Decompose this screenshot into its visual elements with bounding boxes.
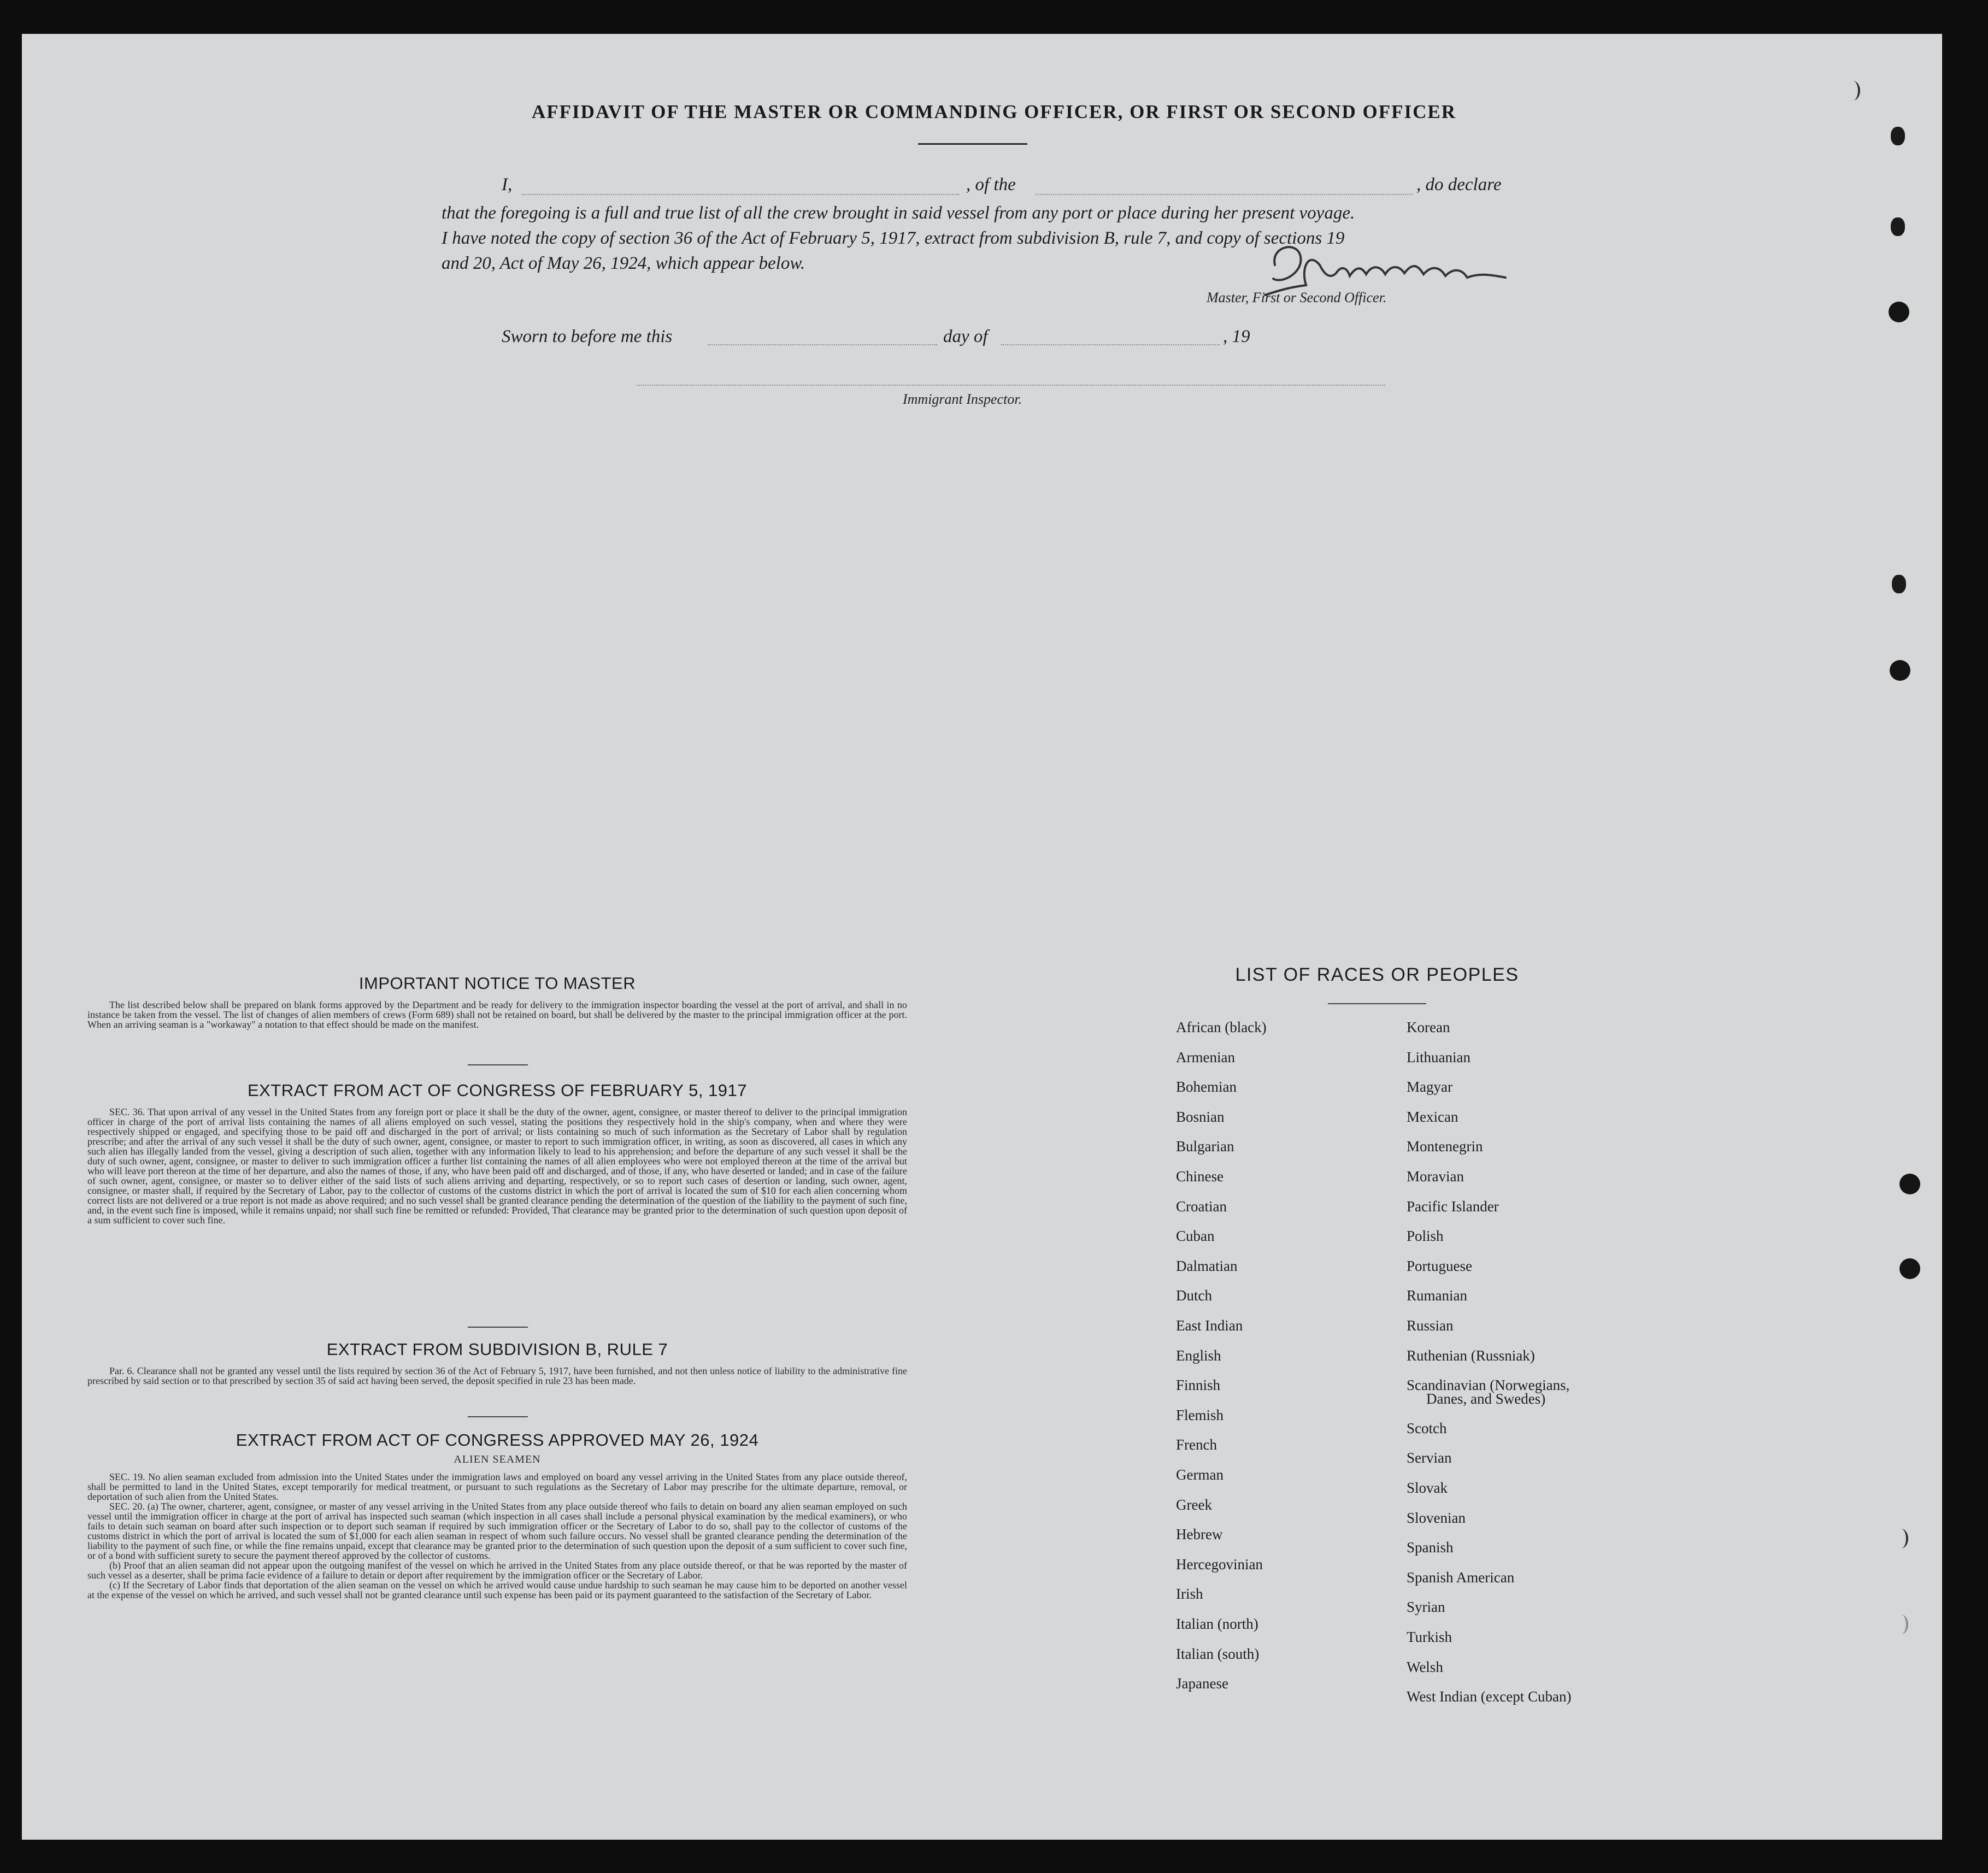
race-item: Italian (south) — [1176, 1645, 1260, 1662]
punch-hole — [1891, 127, 1905, 145]
day-of-label: day of — [943, 327, 988, 346]
race-item: African (black) — [1176, 1019, 1267, 1035]
punch-hole — [1894, 1529, 1908, 1548]
declaration-line-2: that the foregoing is a full and true list of all the crew brought in said vessel from any port or place during her present voyage. — [442, 203, 1355, 223]
race-item: Ruthenian (Russniak) — [1407, 1347, 1535, 1364]
extract-1924-heading: EXTRACT FROM ACT OF CONGRESS APPROVED MAY 26, 1924 — [236, 1430, 759, 1450]
year-label: , 19 — [1223, 327, 1250, 346]
affidavit-title: AFFIDAVIT OF THE MASTER OR COMMANDING OFFICER, OR FIRST OR SECOND OFFICER — [532, 101, 1456, 122]
race-item: Irish — [1176, 1586, 1203, 1603]
extract-rule7-heading: EXTRACT FROM SUBDIVISION B, RULE 7 — [326, 1340, 668, 1359]
inspector-caption: Immigrant Inspector. — [903, 391, 1022, 407]
race-item: Rumanian — [1407, 1287, 1467, 1304]
race-item: Bulgarian — [1176, 1138, 1234, 1155]
race-item: Finnish — [1176, 1377, 1221, 1394]
punch-hole — [1890, 660, 1910, 681]
race-item: Dutch — [1176, 1287, 1212, 1304]
race-item: Montenegrin — [1407, 1138, 1483, 1155]
section-divider — [468, 1327, 528, 1328]
race-item: West Indian (except Cuban) — [1407, 1688, 1572, 1705]
punch-hole — [1889, 302, 1909, 322]
sworn-label: Sworn to before me this — [502, 327, 673, 346]
section-20a-text: SEC. 20. (a) The owner, charterer, agent, consignee, or master of any vessel arriving in the United States from any place outside thereof who fails to detain on board any alien seaman employed on such vessel until the immigration officer in charge at the port of arrival has inspected such seaman (which inspection in all cases shall include a personal physical examination by the medical examiners), or who fails to detain such seaman on board after such inspection or to deport such seaman if required by such immigration officer or the Secretary of Labor to do so, shall pay to the collector of customs of the customs district in which the port of arrival is located the sum of $1,000 for each alien seaman in respect of whom such failure occurs. No vessel shall be granted clearance pending the determination of the liability to the payment of such fine, or while the fine remains unpaid, except that clearance may be granted prior to the determination of such question upon the deposit of a sum sufficient to cover such fine, or of a bond with sufficient surety to secure the payment thereof approved by the collector of customs. — [87, 1501, 907, 1561]
race-item: Hercegovinian — [1176, 1556, 1263, 1572]
race-item: Korean — [1407, 1019, 1450, 1035]
race-item: Slovak — [1407, 1480, 1448, 1496]
race-item: Polish — [1407, 1228, 1444, 1245]
punch-hole — [1892, 575, 1906, 593]
punch-hole — [1899, 1258, 1920, 1279]
inspector-signature-line — [637, 385, 1385, 386]
month-blank-line — [1001, 344, 1220, 345]
race-item: German — [1176, 1466, 1224, 1483]
race-item: English — [1176, 1347, 1221, 1364]
race-item: Turkish — [1407, 1629, 1452, 1645]
races-divider — [1328, 1003, 1426, 1004]
extract-rule7-body: Par. 6. Clearance shall not be granted any vessel until the lists required by section 36 of the Act of February 5, 1917, have been furnished, and not then unless notice of liability to the administrative fine prescribed by said section or to that prescribed by section 35 of said act having been served, the deposit specified in rule 23 has been made. — [87, 1365, 907, 1386]
race-item: Spanish American — [1407, 1569, 1515, 1586]
punch-hole — [1894, 1615, 1908, 1634]
race-item: Welsh — [1407, 1658, 1443, 1675]
races-heading: LIST OF RACES OR PEOPLES — [1235, 964, 1519, 985]
race-item: Syrian — [1407, 1599, 1445, 1616]
race-item: Flemish — [1176, 1406, 1224, 1423]
race-item: Moravian — [1407, 1168, 1464, 1185]
punch-hole — [1899, 1174, 1920, 1194]
race-item: Servian — [1407, 1450, 1452, 1466]
race-item: Russian — [1407, 1317, 1454, 1334]
important-notice-body: The list described below shall be prepared on blank forms approved by the Department and be ready for delivery to the immigration inspector boarding the vessel at the port of arrival, and shall in no instance be taken from the vessel. The list of changes of alien members of crews (Form 689) shall not be retained on board, but shall be delivered by the master to the principal immigration officer at the port. When an arriving seaman is a "workaway" a notation to that effect should be made on the manifest. — [87, 999, 907, 1030]
punch-hole — [1846, 81, 1860, 101]
race-item: Slovenian — [1407, 1509, 1466, 1526]
section-20b-text: (b) Proof that an alien seaman did not appear upon the outgoing manifest of the vessel on which he arrived in the United States from any place outside thereof, or that he was reported by the master of such vessel as a deserter, shall be prima facie evidence of a failure to detain or deport after requirement by the immigration officer or the Secretary of Labor. — [87, 1560, 907, 1581]
vessel-blank-line — [1036, 194, 1413, 195]
race-item: Bosnian — [1176, 1108, 1225, 1125]
race-item: Dalmatian — [1176, 1257, 1238, 1274]
race-item: Cuban — [1176, 1228, 1215, 1245]
race-item: Mexican — [1407, 1108, 1458, 1125]
extract-1924-body — [87, 1472, 907, 1600]
race-item: French — [1176, 1436, 1217, 1453]
race-item: Scandinavian (Norwegians, — [1407, 1377, 1570, 1394]
name-blank-line — [522, 194, 959, 195]
race-item: Spanish — [1407, 1539, 1454, 1556]
signature-caption: Master, First or Second Officer. — [1207, 290, 1387, 305]
race-item: Armenian — [1176, 1049, 1235, 1065]
race-item: Croatian — [1176, 1198, 1227, 1215]
race-item: Japanese — [1176, 1675, 1228, 1692]
race-item: Portuguese — [1407, 1257, 1472, 1274]
section-divider — [468, 1416, 528, 1417]
section-divider — [468, 1064, 528, 1065]
race-item: Pacific Islander — [1407, 1198, 1499, 1215]
do-declare-label: , do declare — [1416, 175, 1502, 195]
race-item: Hebrew — [1176, 1526, 1223, 1543]
sworn-date-blank-line — [708, 344, 937, 345]
race-item: Italian (north) — [1176, 1616, 1258, 1632]
important-notice-heading: IMPORTANT NOTICE TO MASTER — [358, 974, 636, 993]
race-item: East Indian — [1176, 1317, 1243, 1334]
extract-1917-body: SEC. 36. That upon arrival of any vessel in the United States from any foreign port or place it shall be the duty of the owner, agent, consignee, or master thereof to deliver to the principal immigration officer in charge of the port of arrival lists containing the names of all aliens employed on such vessel, stating the positions they respectively hold in the ship's company, when and where they were respectively shipped or engaged, and specifying those to be paid off and discharged in the port of arrival; or lists containing so much of such information as the Secretary of Labor shall by regulation prescribe; and after the arrival of any such vessel it shall be the duty of such owner, agent, consignee, or master to report to such immigration officer, in writing, as soon as discovered, all cases in which any such alien has illegally landed from the vessel, giving a description of such alien, together with any information likely to lead to his apprehension; and before the departure of any such vessel it shall be the duty of such owner, agent, consignee, or master to deliver to such immigration officer a further list containing the names of all alien employees who were not employed thereon at the time of the arrival but who will leave port thereon at the time of her departure, and also the names of those, if any, who have been paid off and discharged, and of those, if any, who have deserted or landed; and in case of the failure of such owner, agent, consignee, or master so to deliver either of the said lists of such aliens arriving and departing, respectively, or so to report such cases of desertion or landing, such owner, agent, consignee, or master shall, if required by the Secretary of Labor, pay to the collector of customs of the customs district in which the port of arrival is located the sum of $10 for each alien concerning whom correct lists are not delivered or a true report is not made as above required; and no such vessel shall be granted clearance pending the determination of the question of the liability to the payment of such fine, and, in the event such fine is imposed, while it remains unpaid; nor shall such fine be remitted or refunded: Provided, That clearance may be granted prior to the determination of such question upon deposit of a sum sufficient to cover such fine. — [87, 1106, 907, 1226]
section-20c-text: (c) If the Secretary of Labor finds that deportation of the alien seaman on the vessel on which he arrived would cause undue hardship to such seaman he may cause him to be deported on another vessel at the expense of the vessel on which he arrived, and such vessel shall not be granted clearance until such expense has been paid or its payment guaranteed to the satisfaction of the Secretary of Labor. — [87, 1580, 907, 1600]
declaration-i-label: I, — [502, 175, 513, 195]
race-item: Magyar — [1407, 1079, 1452, 1095]
of-the-label: , of the — [966, 175, 1016, 195]
punch-hole — [1891, 217, 1905, 236]
race-item: Lithuanian — [1407, 1049, 1471, 1065]
alien-seamen-subheading: ALIEN SEAMEN — [454, 1453, 541, 1465]
race-item: Chinese — [1176, 1168, 1224, 1185]
section-19-text: SEC. 19. No alien seaman excluded from admission into the United States under the immigration laws and employed on board any vessel arriving in the United States from any place outside thereof, shall be permitted to land in the United States, except temporarily for medical treatment, or pursuant to such regulations as the Secretary of Labor may prescribe for the ultimate departure, removal, or deportation of such alien from the United States. — [87, 1471, 907, 1502]
race-item: Greek — [1176, 1496, 1212, 1513]
declaration-line-4: and 20, Act of May 26, 1924, which appear below. — [442, 254, 805, 273]
race-item: Bohemian — [1176, 1079, 1237, 1095]
extract-1917-heading: EXTRACT FROM ACT OF CONGRESS OF FEBRUARY 5, 1917 — [247, 1081, 748, 1100]
declaration-line-3: I have noted the copy of section 36 of the Act of February 5, 1917, extract from subdivision B, rule 7, and copy of sections 19 — [442, 228, 1345, 248]
race-item: Scotch — [1407, 1420, 1447, 1436]
title-divider — [918, 143, 1027, 145]
race-item: Danes, and Swedes) — [1426, 1390, 1546, 1407]
